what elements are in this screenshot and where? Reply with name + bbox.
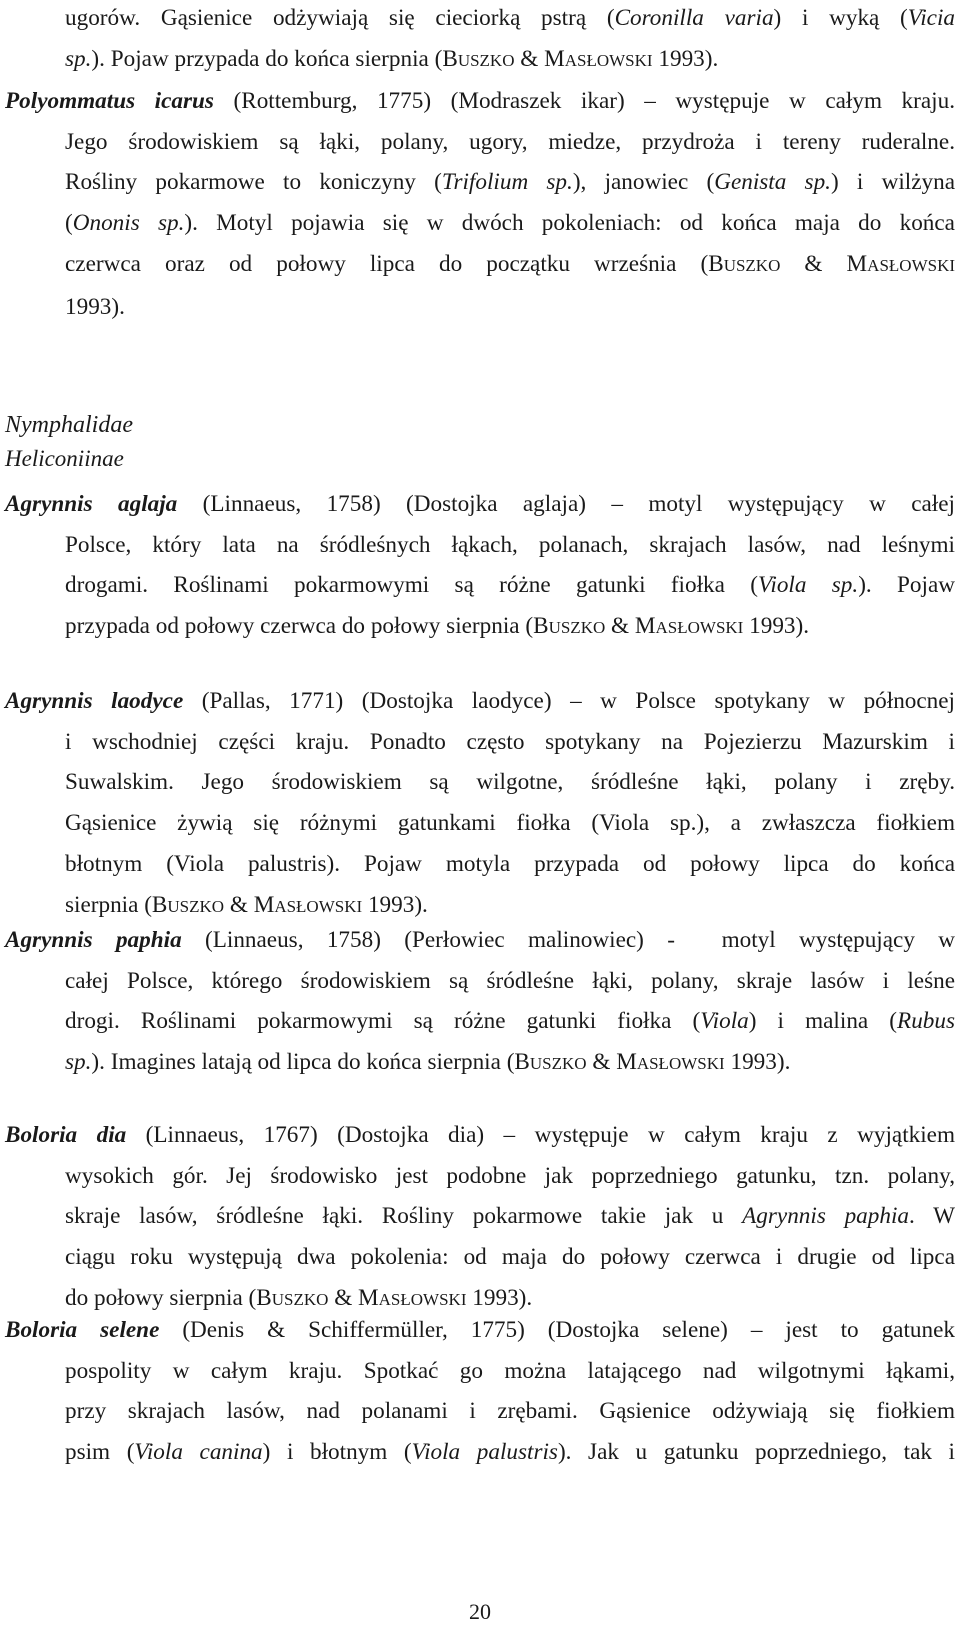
text-line: pospolity w całym kraju. Spotkać go można latającego nad wilgotnymi łąkami,: [65, 1357, 955, 1384]
text-line: Agrynnis paphia (Linnaeus, 1758) (Perłowiec malinowiec) - motyl występujący w: [5, 927, 955, 953]
text-line: Agrynnis aglaja (Linnaeus, 1758) (Dostojka aglaja) – motyl występujący w całej: [5, 491, 955, 517]
species-name: Polyommatus icarus: [5, 88, 214, 114]
text-line: Suwalskim. Jego środowiskiem są wilgotne, śródleśne łąki, polany i zręby.: [65, 769, 955, 796]
family-heading: Nymphalidae: [5, 412, 133, 438]
text-line: drogi. Roślinami pokarmowymi są różne gatunki fiołka (Viola) i malina (Rubus: [65, 1008, 956, 1035]
species-name: Agrynnis laodyce: [5, 688, 184, 714]
text-line: skraje lasów, śródleśne łąki. Rośliny pokarmowe takie jak u Agrynnis paphia. W: [65, 1203, 955, 1230]
text-line: ciągu roku występują dwa pokolenia: od maja do połowy czerwca i drugie od lipca: [65, 1244, 955, 1271]
text-line: Boloria dia (Linnaeus, 1767) (Dostojka dia) – występuje w całym kraju z wyjątkiem: [5, 1122, 955, 1148]
text-line: drogami. Roślinami pokarmowymi są różne gatunki fiołka (Viola sp.). Pojaw: [65, 572, 955, 599]
text-line: sp.). Imagines latają od lipca do końca sierpnia (BUSZKO & MASŁOWSKI 1993).: [65, 1049, 791, 1076]
species-entry-boloria-dia: [5, 1115, 955, 1321]
text-line: czerwca oraz od połowy lipca do początku września (BUSZKO & MASŁOWSKI: [65, 250, 956, 277]
text-line: błotnym (Viola palustris). Pojaw motyla przypada od połowy lipca do końca: [65, 850, 955, 877]
text-line: Polsce, który lata na śródleśnych łąkach, polanach, skrajach lasów, nad leśnymi: [65, 531, 955, 558]
text-line: Rośliny pokarmowe to koniczyny (Trifolium sp.), janowiec (Genista sp.) i wilżyna: [65, 169, 955, 196]
text-line: do połowy sierpnia (BUSZKO & MASŁOWSKI 1993).: [65, 1284, 533, 1311]
page-number: 20: [469, 1599, 491, 1624]
text-line: (Ononis sp.). Motyl pojawia się w dwóch pokoleniach: od końca maja do końca: [65, 210, 955, 237]
species-name: Boloria dia: [5, 1122, 127, 1148]
text-line: sp.). Pojaw przypada do końca sierpnia (BUSZKO & MASŁOWSKI 1993).: [65, 45, 719, 72]
text-line: całej Polsce, którego środowiskiem są śródleśne łąki, polany, skraje lasów i leśne: [65, 967, 955, 994]
text-line: psim (Viola canina) i błotnym (Viola palustris). Jak u gatunku poprzedniego, tak i: [65, 1439, 956, 1466]
species-entry-agrynnis-paphia: [5, 920, 955, 1085]
paragraph-continuation: [5, 0, 955, 81]
species-name: Agrynnis aglaja: [5, 491, 178, 517]
subfamily-heading: Heliconiinae: [5, 446, 124, 471]
species-entry-polyommatus-icarus: [5, 81, 955, 327]
text-line: Gąsienice żywią się różnymi gatunkami fiołka (Viola sp.), a zwłaszcza fiołkiem: [65, 810, 955, 837]
text-line: ugorów. Gąsienice odżywiają się cieciorką pstrą (Coronilla varia) i wyką (Vicia: [65, 5, 955, 31]
text-line: Boloria selene (Denis & Schiffermüller, 1775) (Dostojka selene) – jest to gatunek: [5, 1317, 955, 1343]
text-line: przypada od połowy czerwca do połowy sierpnia (BUSZKO & MASŁOWSKI 1993).: [65, 613, 810, 640]
species-entry-boloria-selene: [5, 1310, 955, 1473]
species-name: Boloria selene: [5, 1317, 160, 1343]
text-line: sierpnia (BUSZKO & MASŁOWSKI 1993).: [65, 891, 428, 918]
text-line: Agrynnis laodyce (Pallas, 1771) (Dostojka laodyce) – w Polsce spotykany w północnej: [5, 688, 955, 714]
text-line: wysokich gór. Jej środowisko jest podobne jak poprzedniego gatunku, tzn. polany,: [65, 1162, 955, 1189]
text-line: 1993).: [65, 293, 125, 320]
species-name: Agrynnis paphia: [5, 927, 182, 953]
species-entry-agrynnis-aglaja: [5, 484, 955, 649]
text-line: i wschodniej części kraju. Ponadto często spotykany na Pojezierzu Mazurskim i: [65, 728, 955, 755]
text-line: przy skrajach lasów, nad polanami i zrębami. Gąsienice odżywiają się fiołkiem: [65, 1398, 955, 1425]
text-line: Jego środowiskiem są łąki, polany, ugory, miedze, przydroża i tereny ruderalne.: [65, 128, 955, 155]
species-entry-agrynnis-laodyce: [5, 681, 955, 927]
text-line: Polyommatus icarus (Rottemburg, 1775) (Modraszek ikar) – występuje w całym kraju.: [5, 88, 955, 114]
